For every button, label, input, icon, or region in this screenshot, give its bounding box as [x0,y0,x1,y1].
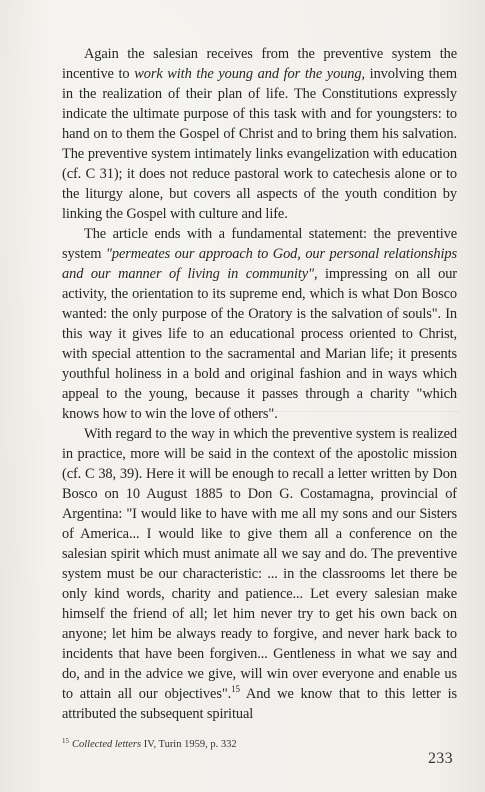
text-run: impressing on all our activity, the orientation to its supreme end, which is what Don Bosco wanted: the only purpose of the Oratory is the salvation of souls". In this way it gives life to an educational process oriented to Christ, with special attention to the sacramental and Marian life; it presents youthful holiness in a bold and original fashion and in ways which appeal to the young, because it passes through a charity "which knows how to win the love of others". [62,266,457,422]
footnote-text: IV, Turin 1959, p. 332 [141,739,237,750]
footnote [62,738,237,751]
text-run: With regard to the way in which the preventive system is realized in practice, more will be said in the context of the apostolic mission (cf. C 38, 39). Here it will be enough to recall a letter written by Don Bosco on 10 August 1885 to Don G. Costamagna, provincial of Argentina: "I would like to have with me all my sons and our Sisters of America... I would like to give them all a conference on the salesian spirit which must animate all we say and do. The preventive system must be our characteristic: ... in the classrooms let there be only kind words, charity and patience... Let every salesian make himself the friend of all; let him never try to get his own back on anyone; let him be always ready to forgive, and never hark back to incidents that have been forgiven... Gentleness in what we say and do, and in the advice we give, will win over everyone and enable us to attain all our objectives". [62,426,457,702]
text-run: And we know that to this letter is attributed the subsequent spiritual [62,686,457,722]
italic-phrase: work with the young and for the young, [134,66,365,82]
text-run: Again the salesian receives from the preventive system the incentive to [62,46,457,82]
paragraph-1 [62,44,457,224]
text-run: The article ends with a fundamental statement: the preventive system [62,226,457,262]
paragraph-2 [62,224,457,424]
page-number: 233 [428,750,453,767]
body-text [62,44,457,724]
italic-phrase: "permeates our approach to God, our personal relationships and our manner of living in community", [62,246,457,282]
footnote-title: Collected letters [72,739,142,750]
text-run: involving them in the realization of their plan of life. The Constitutions expressly indicate the ultimate purpose of this task with and for youngsters: to hand on to them the Gospel of Christ and to bring them his salvation. The preventive system intimately links evangelization with education (cf. C 31); it does not reduce pastoral work to catechesis alone or to the liturgy alone, but covers all aspects of the youth condition by linking the Gospel with culture and life. [62,66,457,222]
footnote-reference: 15 [231,684,240,695]
paragraph-3 [62,424,457,724]
footnote-mark: 15 [62,736,69,745]
